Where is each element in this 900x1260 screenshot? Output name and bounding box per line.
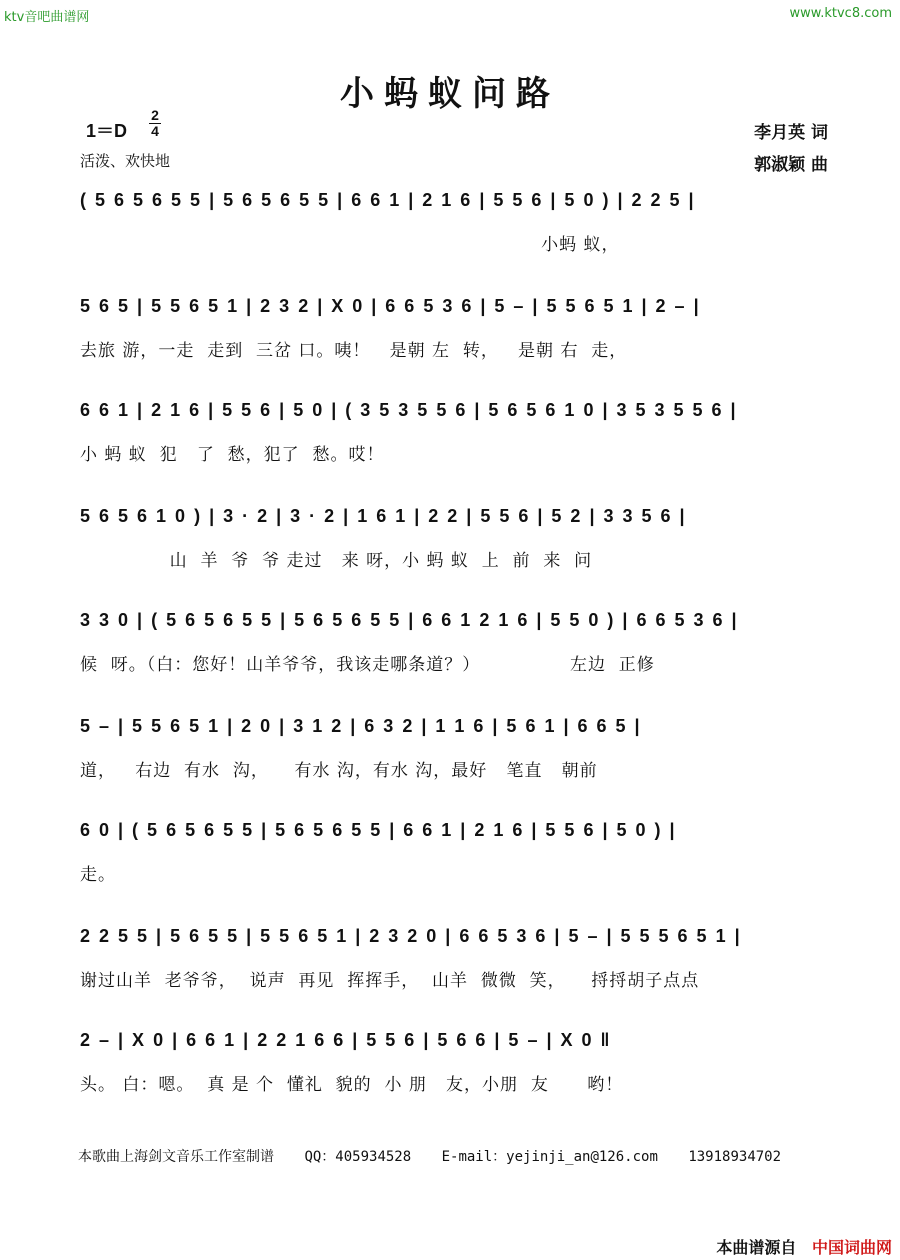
footer-email[interactable]: E-mail：yejinji_an@126.com bbox=[441, 1149, 658, 1165]
notes-line: ( 5 6 5 6 5 5 | 5 6 5 6 5 5 | 6 6 1 | 2 1 6 | 5 5 6 | 5 0 ) | 2 2 5 | bbox=[80, 190, 696, 210]
watermark-right[interactable]: www.ktvc8.com bbox=[789, 6, 892, 21]
system-4 bbox=[80, 506, 828, 586]
lyrics-line: 走。 bbox=[80, 865, 116, 885]
notes-line: 2 2 5 5 | 5 6 5 5 | 5 5 6 5 1 | 2 3 2 0 | 6 6 5 3 6 | 5 – | 5 5 5 6 5 1 | bbox=[80, 926, 742, 946]
key-signature: 1＝D bbox=[86, 121, 128, 141]
system-3 bbox=[80, 400, 828, 480]
lyricist: 李月英 词 bbox=[754, 123, 828, 143]
system-1 bbox=[80, 190, 828, 270]
notes-line: 5 – | 5 5 6 5 1 | 2 0 | 3 1 2 | 6 3 2 | 1 1 6 | 5 6 1 | 6 6 5 | bbox=[80, 716, 642, 736]
lyrics-line: 小蚂 蚁， bbox=[80, 235, 620, 255]
system-8 bbox=[80, 926, 828, 1006]
time-top: 2 bbox=[151, 107, 159, 123]
notes-line: 2 – | X 0 | 6 6 1 | 2 2 1 6 6 | 5 5 6 | 5 6 6 | 5 – | X 0 ‖ bbox=[80, 1030, 612, 1050]
system-5 bbox=[80, 610, 828, 690]
lyrics-line: 山 羊 爷 爷 走过 来 呀，小 蚂 蚁 上 前 来 问 bbox=[80, 551, 593, 571]
lyrics-line: 去旅 游，一走 走到 三岔 口。咦！ 是朝 左 转， 是朝 右 走， bbox=[80, 341, 628, 361]
system-2 bbox=[80, 296, 828, 376]
tempo-marking: 活泼、欢快地 bbox=[80, 152, 171, 170]
watermark-left[interactable]: ktv音吧曲谱网 bbox=[4, 10, 90, 25]
notes-line: 5 6 5 6 1 0 ) | 3 · 2 | 3 · 2 | 1 6 1 | 2 2 | 5 5 6 | 5 2 | 3 3 5 6 | bbox=[80, 506, 687, 526]
source-label: 本曲谱源自 bbox=[716, 1238, 797, 1257]
notes-line: 3 3 0 | ( 5 6 5 6 5 5 | 5 6 5 6 5 5 | 6 6 1 2 1 6 | 5 5 0 ) | 6 6 5 3 6 | bbox=[80, 610, 739, 630]
system-9 bbox=[80, 1030, 828, 1110]
footer-studio: 本歌曲上海剑文音乐工作室制谱 bbox=[78, 1149, 274, 1165]
notes-line: 6 0 | ( 5 6 5 6 5 5 | 5 6 5 6 5 5 | 6 6 1 | 2 1 6 | 5 5 6 | 5 0 ) | bbox=[80, 820, 677, 840]
lyrics-line: 道， 右边 有水 沟， 有水 沟，有水 沟，最好 笔直 朝前 bbox=[80, 761, 598, 781]
time-bottom: 4 bbox=[151, 123, 159, 139]
source-line bbox=[716, 1235, 892, 1258]
composer: 郭淑颖 曲 bbox=[754, 155, 828, 175]
song-title: 小蚂蚁问路 bbox=[340, 74, 560, 114]
time-signature bbox=[148, 108, 162, 139]
system-6 bbox=[80, 716, 828, 796]
source-site-link[interactable]: 中国词曲网 bbox=[811, 1238, 892, 1257]
lyrics-line: 小 蚂 蚁 犯 了 愁，犯了 愁。哎！ bbox=[80, 445, 385, 465]
notes-line: 6 6 1 | 2 1 6 | 5 5 6 | 5 0 | ( 3 5 3 5 5 6 | 5 6 5 6 1 0 | 3 5 3 5 5 6 | bbox=[80, 400, 738, 420]
footer-credits bbox=[78, 1146, 803, 1166]
footer-phone: 13918934702 bbox=[688, 1149, 782, 1165]
lyrics-line: 谢过山羊 老爷爷， 说声 再见 挥挥手， 山羊 微微 笑， 捋捋胡子点点 bbox=[80, 971, 700, 991]
lyrics-line: 候 呀。（白：您好！山羊爷爷，我该走哪条道？） 左边 正修 bbox=[80, 655, 655, 675]
system-7 bbox=[80, 820, 828, 900]
notes-line: 5 6 5 | 5 5 6 5 1 | 2 3 2 | X 0 | 6 6 5 3 6 | 5 – | 5 5 6 5 1 | 2 – | bbox=[80, 296, 701, 316]
footer-qq: QQ：405934528 bbox=[304, 1149, 412, 1165]
lyrics-line: 头。 白：嗯。 真 是 个 懂礼 貌的 小 朋 友，小朋 友 哟！ bbox=[80, 1075, 624, 1095]
